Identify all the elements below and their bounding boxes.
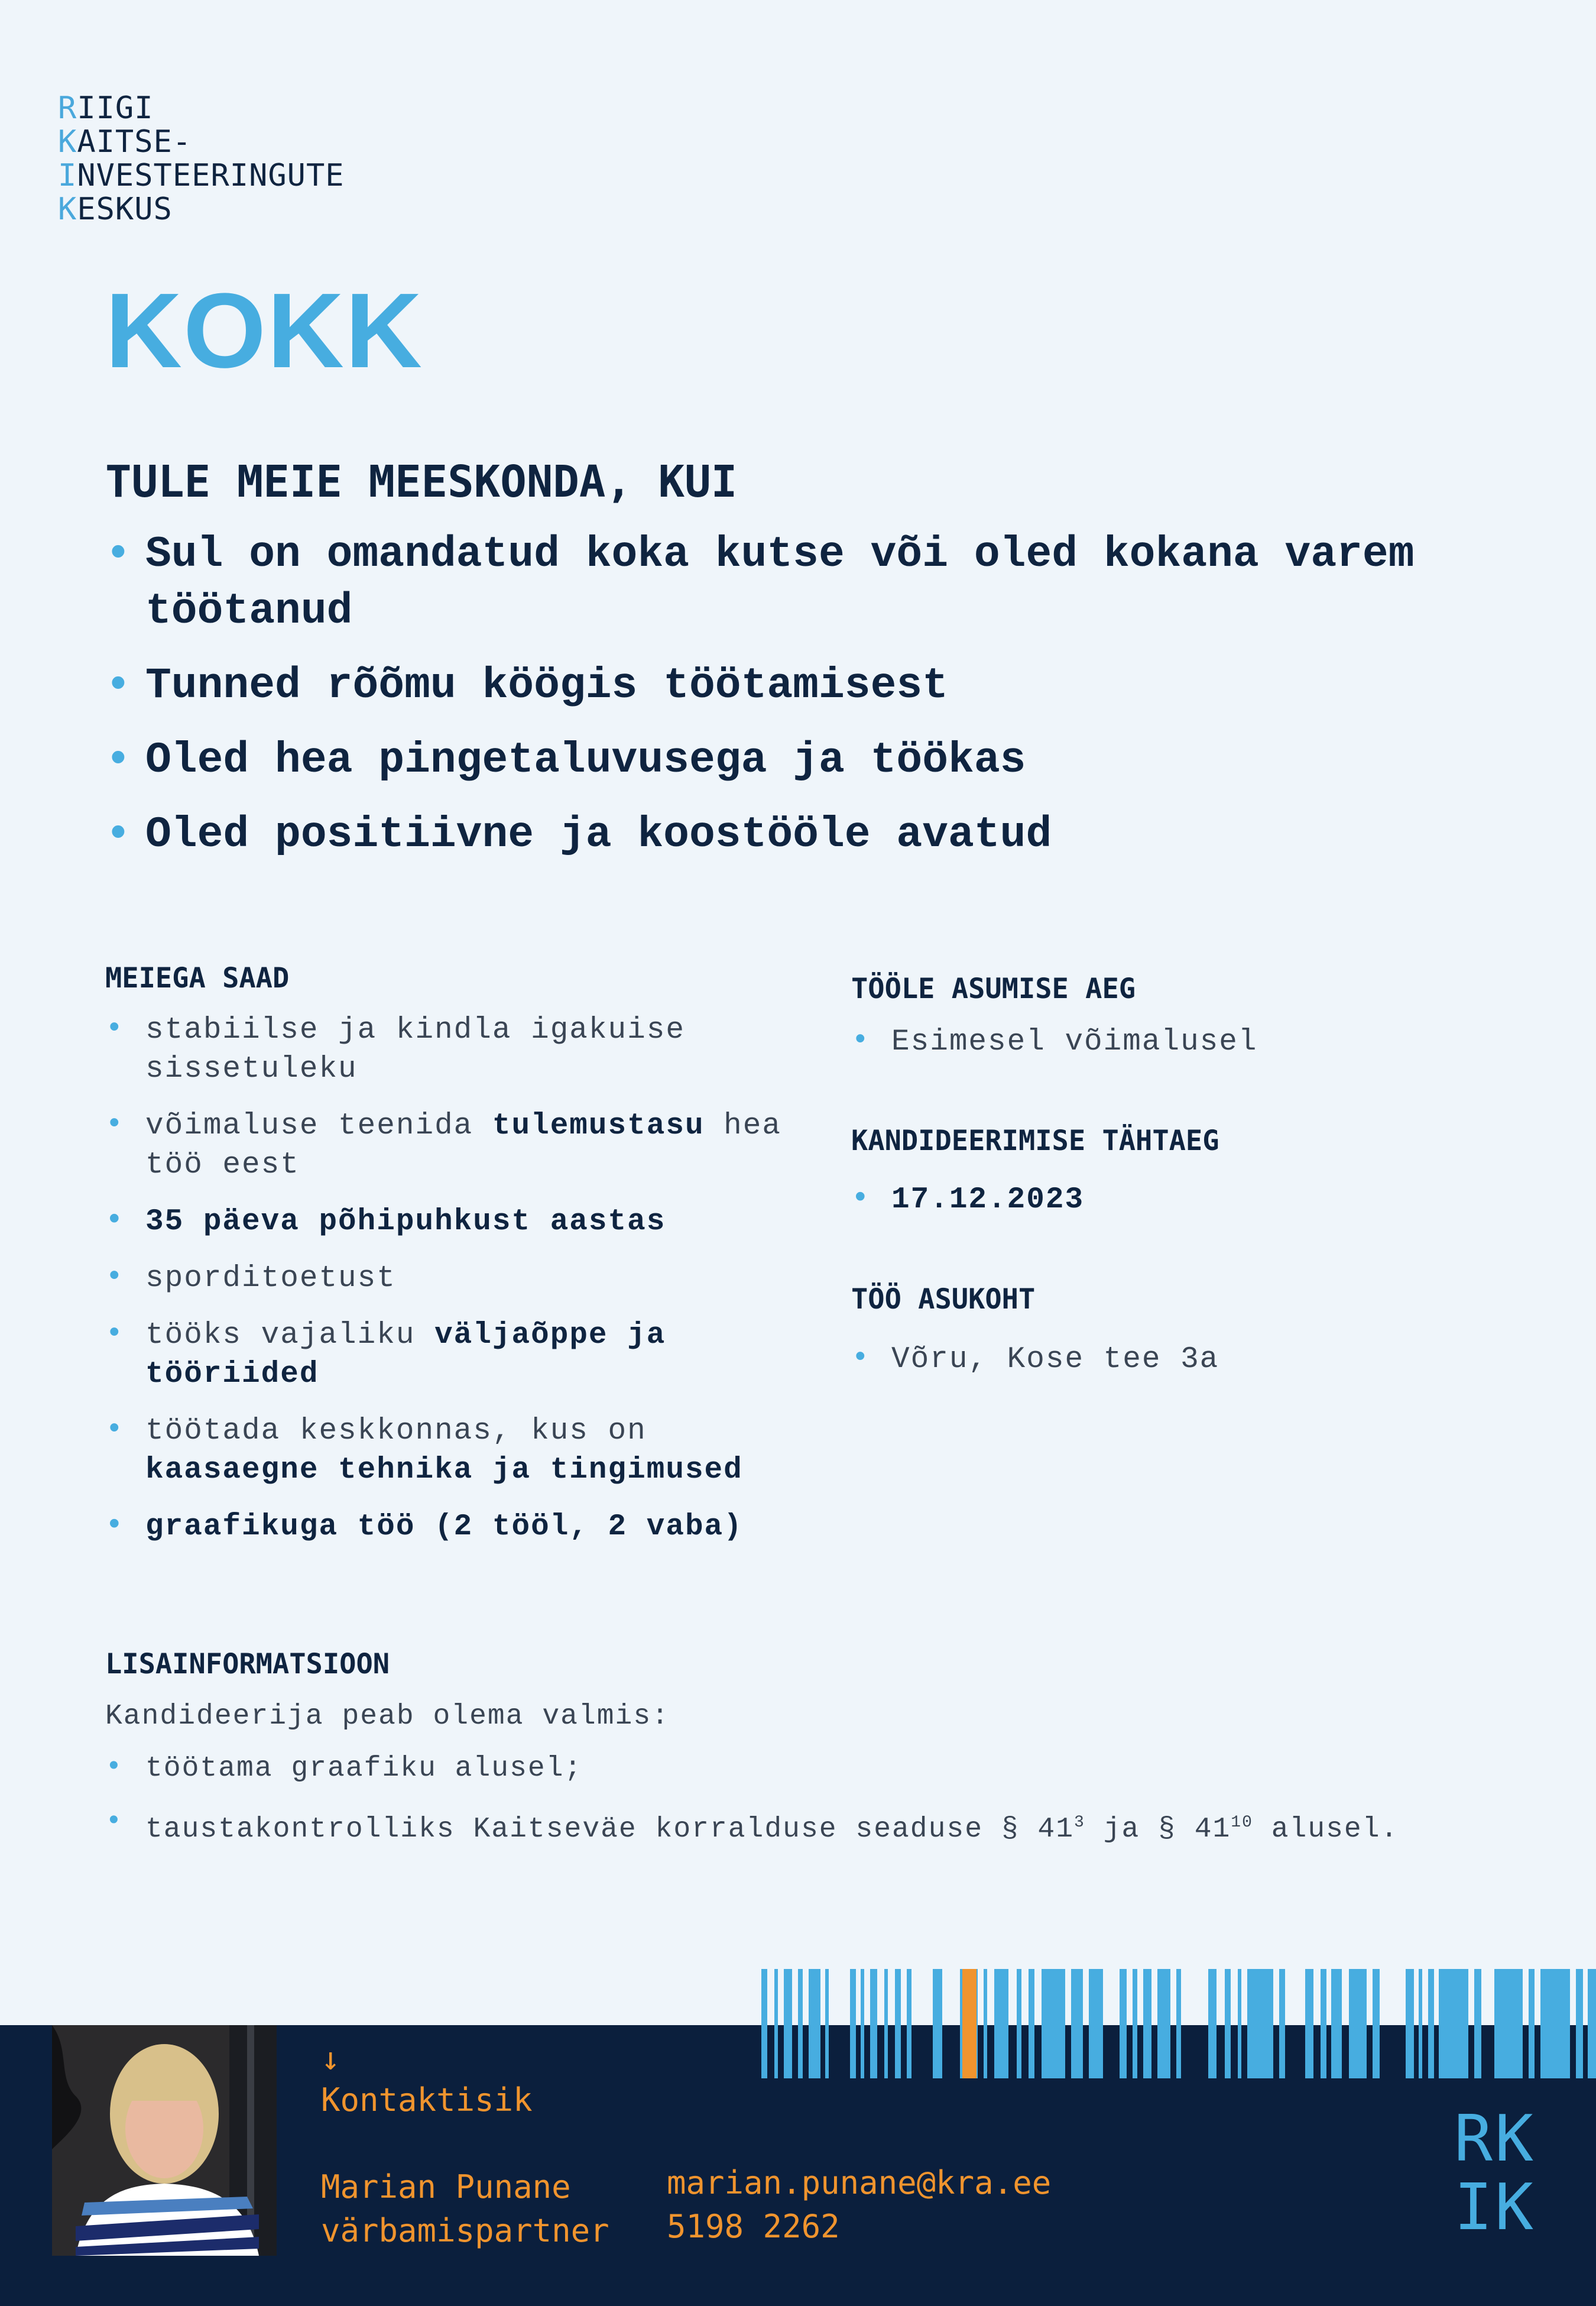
contact-name: Marian Punane xyxy=(321,2168,571,2205)
location-value: • Võru, Kose tee 3a xyxy=(851,1340,1531,1379)
logo-line: KAITSE- xyxy=(58,124,192,160)
logo-line: RIIGI xyxy=(58,90,154,126)
contact-label: Kontaktisik xyxy=(321,2081,533,2119)
start-time-list xyxy=(851,1023,1531,1080)
footer-logo-line: RK xyxy=(1454,2102,1536,2176)
arrow-down-icon: ↓ xyxy=(321,2040,340,2077)
benefit-item: • 35 päeva põhipuhkust aastas xyxy=(105,1203,826,1242)
logo-line: KESKUS xyxy=(58,192,173,227)
benefit-item: • graafikuga töö (2 tööl, 2 vaba) xyxy=(105,1508,826,1547)
logo-line: INVESTEERINGUTE xyxy=(58,158,345,193)
requirement-item: • Oled hea pingetaluvusega ja töökas xyxy=(105,732,1435,789)
organization-logo xyxy=(58,92,345,226)
benefit-item: • sporditoetust xyxy=(105,1259,826,1298)
start-time-value: • Esimesel võimalusel xyxy=(851,1023,1531,1062)
benefit-item: • stabiilse ja kindla igakuise sissetuleku xyxy=(105,1011,826,1089)
requirement-item: • Oled positiivne ja koostööle avatud xyxy=(105,807,1435,863)
benefits-list xyxy=(105,1011,826,1565)
start-time-heading: TÖÖLE ASUMISE AEG xyxy=(851,973,1136,1005)
benefits-heading: MEIEGA SAAD xyxy=(105,962,290,995)
deadline-list xyxy=(851,1181,1531,1238)
barcode-decoration xyxy=(761,1969,1596,2078)
additional-info-list xyxy=(105,1749,1524,1864)
location-list xyxy=(851,1340,1531,1397)
additional-info-item: • taustakontrolliks Kaitseväe korralduse seaduse § $41^3$ ja § $41^{10}$ alusel. xyxy=(105,1803,1524,1849)
footer-logo xyxy=(1454,2102,1536,2245)
additional-info-item: • töötama graafiku alusel; xyxy=(105,1749,1524,1788)
contact-role: värbamispartner xyxy=(321,2212,609,2249)
contact-photo xyxy=(52,2025,277,2256)
contact-phone-link[interactable]: 5198 2262 xyxy=(667,2208,840,2245)
benefit-item: • võimaluse teenida tulemustasu hea töö eest xyxy=(105,1107,826,1185)
benefit-item: • töötada keskkonnas, kus on kaasaegne tehnika ja tingimused xyxy=(105,1412,826,1490)
location-heading: TÖÖ ASUKOHT xyxy=(851,1283,1036,1316)
footer-logo-line: IK xyxy=(1454,2171,1536,2245)
deadline-heading: KANDIDEERIMISE TÄHTAEG xyxy=(851,1125,1219,1157)
requirement-item: • Tunned rõõmu köögis töötamisest xyxy=(105,658,1435,714)
deadline-value: • 17.12.2023 xyxy=(851,1181,1531,1220)
additional-info-intro: Kandideerija peab olema valmis: xyxy=(105,1701,670,1732)
benefit-item: • tööks vajaliku väljaõppe ja tööriided xyxy=(105,1316,826,1394)
requirement-item: • Sul on omandatud koka kutse või oled kokana varem töötanud xyxy=(105,526,1435,640)
requirements-list xyxy=(105,526,1435,881)
contact-email-link[interactable]: marian.punane@kra.ee xyxy=(667,2164,1052,2201)
job-title: KOKK xyxy=(105,271,423,390)
additional-info-heading: LISAINFORMATSIOON xyxy=(105,1648,390,1680)
requirements-heading: TULE MEIE MEESKONDA, KUI xyxy=(105,456,738,507)
